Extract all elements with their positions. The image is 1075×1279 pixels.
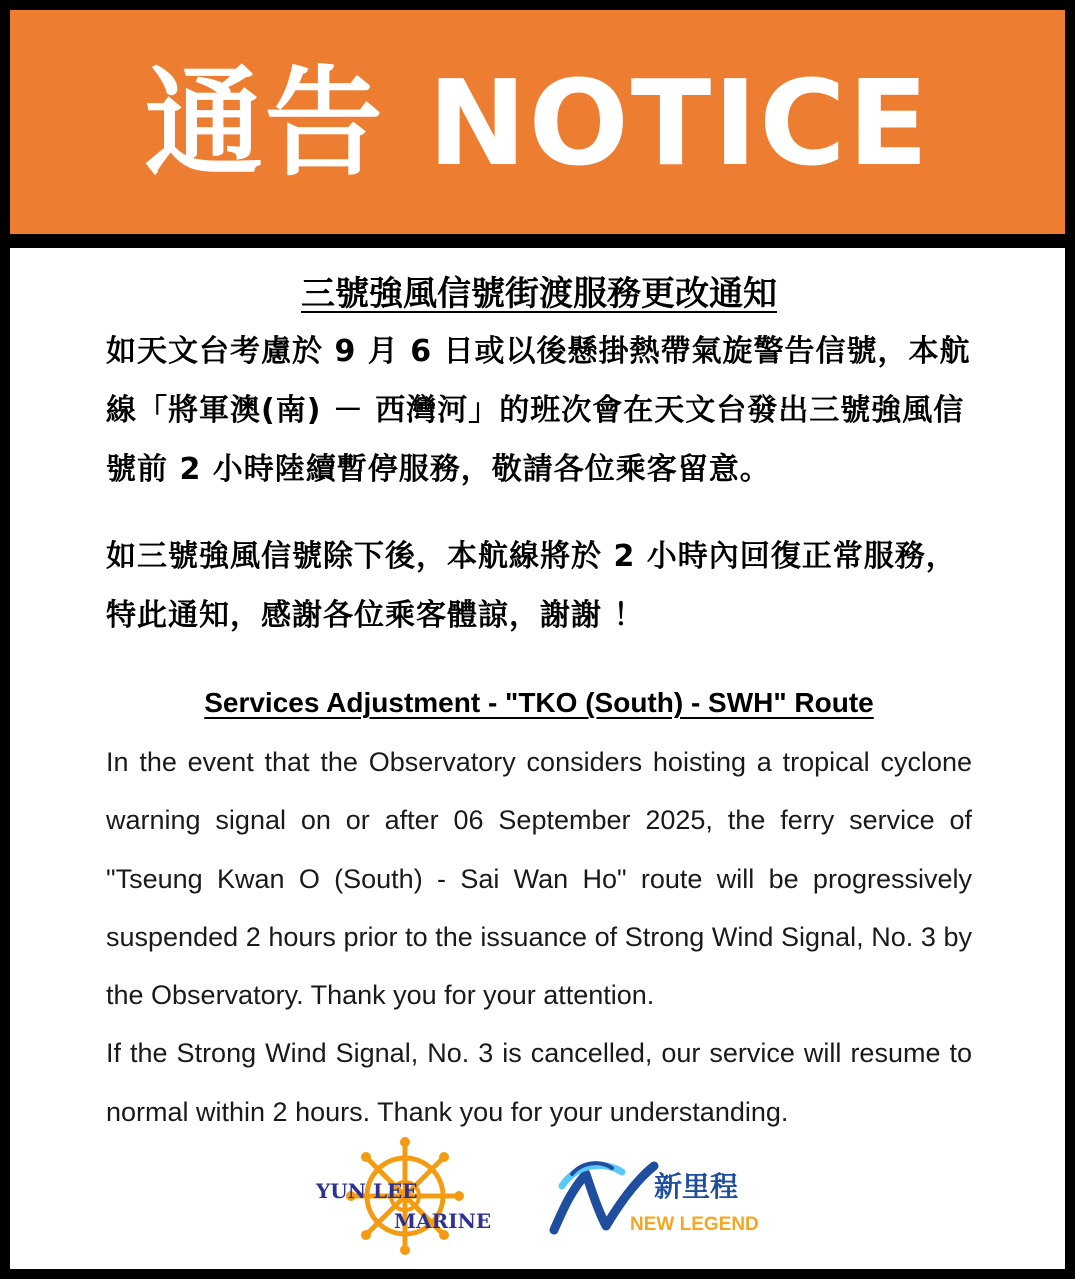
chinese-paragraph-2: 如三號強風信號除下後，本航線將於 2 小時內回復正常服務，特此通知，感謝各位乘客體諒，謝謝 ！: [106, 539, 957, 633]
new-legend-logo: [542, 1152, 762, 1242]
banner-divider: [10, 234, 1065, 248]
notice-frame: [10, 10, 1065, 1269]
notice-banner: [10, 10, 1065, 234]
english-paragraph-2: If the Strong Wind Signal, No. 3 is cancelled, our service will resume to normal within 2 hours. Thank you for your understanding.: [106, 1038, 972, 1127]
banner-title: 通告 NOTICE: [144, 54, 931, 192]
yun-lee-marine-logo: [310, 1136, 500, 1258]
english-paragraph-1: In the event that the Observatory considers hoisting a tropical cyclone warning signal on or after 06 September 2025, the ferry service of "Tseung Kwan O (South) - Sai Wan Ho" route will be progressively suspended 2 hours prior to the issuance of Strong Wind Signal, No. 3 by the Observatory. Thank you for your attention.: [106, 747, 972, 1011]
yunlee-word-2: MARINE: [394, 1209, 492, 1233]
newlegend-english-name: NEW LEGEND: [630, 1214, 759, 1235]
chinese-paragraph-1: 如天文台考慮於 9 月 6 日或以後懸掛熱帶氣旋警告信號，本航線「將軍澳(南) － 西灣河」的班次會在天文台發出三號強風信號前 2 小時陸續暫停服務，敬請各位乘客留意。: [106, 334, 971, 487]
english-title: Services Adjustment - "TKO (South) - SWH" Route: [204, 687, 874, 718]
chinese-title: 三號強風信號街渡服務更改通知: [301, 274, 777, 314]
notice-content: [106, 248, 972, 1141]
yunlee-word-1: YUN LEE: [316, 1179, 418, 1203]
newlegend-chinese-name: 新里程: [654, 1170, 739, 1203]
company-logos: [10, 1134, 1065, 1264]
